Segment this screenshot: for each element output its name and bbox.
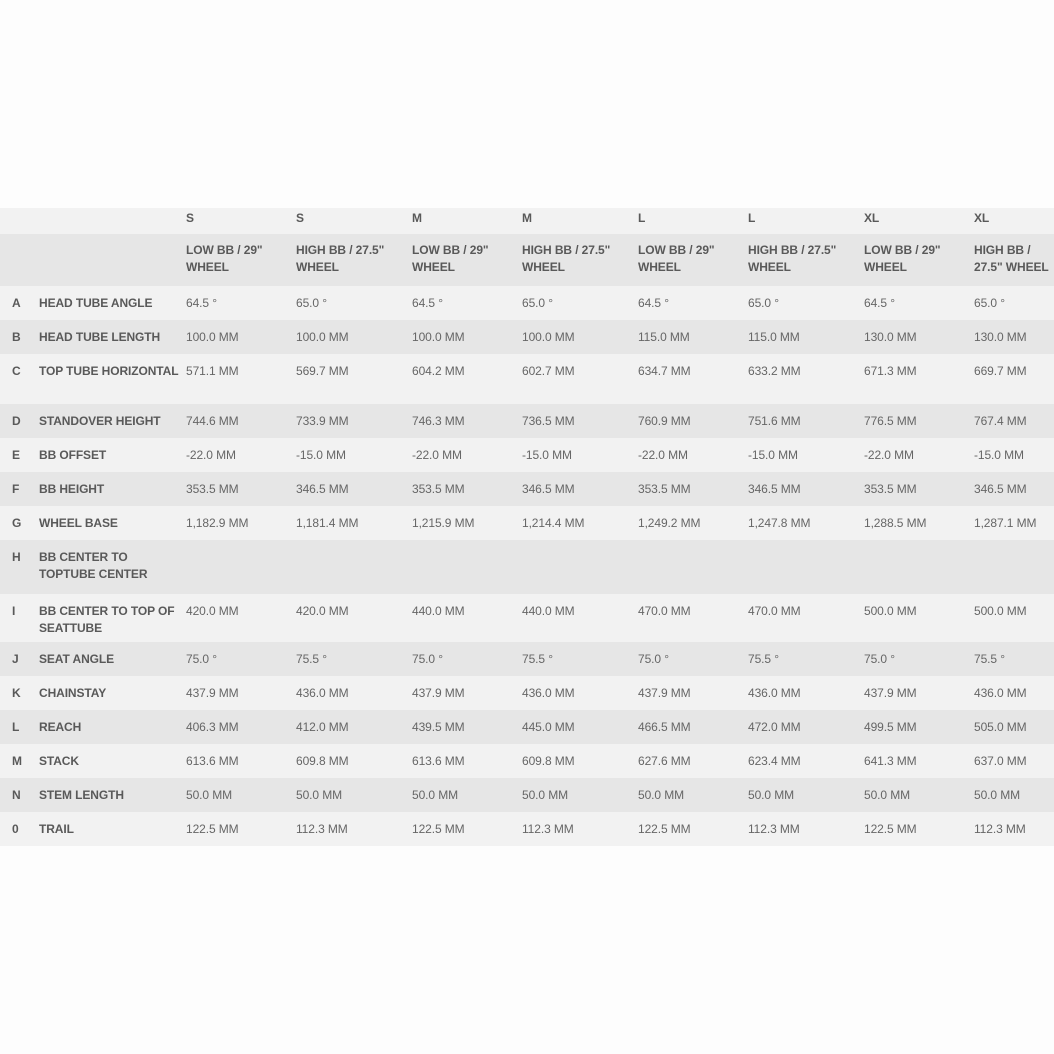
row-label: BB HEIGHT: [39, 482, 105, 496]
value-cell: 112.3 MM: [748, 822, 800, 836]
value-cell: [748, 540, 864, 594]
geometry-table-body: [0, 208, 1054, 846]
value-cell: 1,181.4 MM: [296, 516, 359, 530]
value-cell: 100.0 MM: [296, 330, 349, 344]
value-cell: 346.5 MM: [974, 482, 1027, 496]
value-cell: 569.7 MM: [296, 364, 349, 378]
table-row: [0, 438, 1054, 472]
value-cell: 65.0 °: [522, 296, 553, 310]
value-cell: 1,214.4 MM: [522, 516, 585, 530]
value-cell: 412.0 MM: [296, 720, 349, 734]
value-cell: 613.6 MM: [412, 754, 465, 768]
value-cell: 767.4 MM: [974, 414, 1027, 428]
value-cell: 100.0 MM: [522, 330, 575, 344]
value-cell: 466.5 MM: [638, 720, 691, 734]
row-label: WHEEL BASE: [39, 516, 118, 530]
size-header-cell: L: [638, 211, 646, 225]
row-code: L: [12, 720, 20, 734]
table-row: [0, 744, 1054, 778]
row-label: HEAD TUBE ANGLE: [39, 296, 153, 310]
value-cell: 609.8 MM: [296, 754, 349, 768]
value-cell: 75.0 °: [864, 652, 895, 666]
value-cell: 64.5 °: [186, 296, 217, 310]
value-cell: 122.5 MM: [186, 822, 239, 836]
row-label: TOP TUBE HORIZONTAL: [39, 364, 179, 378]
value-cell: 746.3 MM: [412, 414, 465, 428]
value-cell: 65.0 °: [748, 296, 779, 310]
value-cell: [522, 540, 638, 594]
value-cell: 420.0 MM: [296, 604, 349, 618]
value-cell: 437.9 MM: [864, 686, 917, 700]
geometry-table: [0, 208, 1054, 846]
value-cell: 75.0 °: [186, 652, 217, 666]
size-header-spacer: [0, 208, 39, 234]
wheel-header-spacer: [39, 234, 186, 286]
value-cell: 436.0 MM: [522, 686, 575, 700]
value-cell: 75.5 °: [748, 652, 779, 666]
value-cell: 75.0 °: [638, 652, 669, 666]
value-cell: [296, 540, 412, 594]
value-cell: [412, 540, 522, 594]
value-cell: 122.5 MM: [638, 822, 691, 836]
value-cell: 641.3 MM: [864, 754, 917, 768]
value-cell: 602.7 MM: [522, 364, 575, 378]
value-cell: 50.0 MM: [638, 788, 684, 802]
value-cell: 627.6 MM: [638, 754, 691, 768]
size-header-spacer: [39, 208, 186, 234]
value-cell: 609.8 MM: [522, 754, 575, 768]
value-cell: -15.0 MM: [296, 448, 346, 462]
value-cell: 604.2 MM: [412, 364, 465, 378]
size-header-cell: XL: [864, 211, 880, 225]
value-cell: 623.4 MM: [748, 754, 801, 768]
value-cell: 445.0 MM: [522, 720, 575, 734]
size-header-cell: M: [522, 211, 532, 225]
row-code: H: [12, 550, 21, 564]
value-cell: 669.7 MM: [974, 364, 1027, 378]
value-cell: 736.5 MM: [522, 414, 575, 428]
value-cell: 1,249.2 MM: [638, 516, 701, 530]
value-cell: 50.0 MM: [748, 788, 794, 802]
value-cell: 65.0 °: [974, 296, 1005, 310]
value-cell: 437.9 MM: [412, 686, 465, 700]
value-cell: 50.0 MM: [186, 788, 232, 802]
value-cell: 472.0 MM: [748, 720, 801, 734]
wheel-header-cell: LOW BB / 29" WHEEL: [638, 243, 715, 274]
value-cell: 353.5 MM: [412, 482, 465, 496]
row-code: N: [12, 788, 21, 802]
size-header-cell: M: [412, 211, 422, 225]
size-header-cell: S: [186, 211, 194, 225]
value-cell: 112.3 MM: [974, 822, 1026, 836]
wheel-header-cell: HIGH BB / 27.5" WHEEL: [974, 243, 1049, 274]
table-row: [0, 506, 1054, 540]
value-cell: 436.0 MM: [748, 686, 801, 700]
row-code: D: [12, 414, 21, 428]
value-cell: 440.0 MM: [522, 604, 575, 618]
row-code: M: [12, 754, 22, 768]
size-header-cell: L: [748, 211, 756, 225]
value-cell: 1,288.5 MM: [864, 516, 927, 530]
value-cell: [638, 540, 748, 594]
value-cell: 50.0 MM: [522, 788, 568, 802]
row-code: B: [12, 330, 21, 344]
row-label: STEM LENGTH: [39, 788, 124, 802]
row-code: I: [12, 604, 16, 618]
value-cell: 50.0 MM: [974, 788, 1020, 802]
value-cell: 437.9 MM: [186, 686, 239, 700]
value-cell: 65.0 °: [296, 296, 327, 310]
value-cell: [864, 540, 974, 594]
table-row: [0, 354, 1054, 404]
value-cell: 500.0 MM: [864, 604, 917, 618]
table-row: [0, 286, 1054, 320]
value-cell: 346.5 MM: [748, 482, 801, 496]
value-cell: -15.0 MM: [748, 448, 798, 462]
wheel-header-row: [0, 234, 1054, 286]
value-cell: 115.0 MM: [748, 330, 800, 344]
value-cell: 50.0 MM: [412, 788, 458, 802]
value-cell: 499.5 MM: [864, 720, 917, 734]
wheel-header-cell: LOW BB / 29" WHEEL: [186, 243, 263, 274]
table-row: [0, 710, 1054, 744]
row-label: BB CENTER TO TOPTUBE CENTER: [39, 550, 148, 581]
value-cell: -22.0 MM: [412, 448, 462, 462]
table-row: [0, 540, 1054, 594]
table-row: [0, 472, 1054, 506]
wheel-header-cell: HIGH BB / 27.5" WHEEL: [748, 243, 837, 274]
value-cell: 439.5 MM: [412, 720, 465, 734]
value-cell: -22.0 MM: [638, 448, 688, 462]
value-cell: 637.0 MM: [974, 754, 1027, 768]
value-cell: -22.0 MM: [864, 448, 914, 462]
value-cell: 571.1 MM: [186, 364, 239, 378]
value-cell: 733.9 MM: [296, 414, 349, 428]
value-cell: 760.9 MM: [638, 414, 691, 428]
size-header-cell: XL: [974, 211, 990, 225]
value-cell: -15.0 MM: [522, 448, 572, 462]
value-cell: 64.5 °: [412, 296, 443, 310]
row-label: HEAD TUBE LENGTH: [39, 330, 161, 344]
row-label: STACK: [39, 754, 79, 768]
row-label: SEAT ANGLE: [39, 652, 115, 666]
value-cell: 633.2 MM: [748, 364, 801, 378]
table-row: [0, 778, 1054, 812]
row-label: BB CENTER TO TOP OF SEATTUBE: [39, 604, 175, 635]
value-cell: 122.5 MM: [412, 822, 465, 836]
value-cell: 64.5 °: [864, 296, 895, 310]
value-cell: 75.5 °: [296, 652, 327, 666]
value-cell: 122.5 MM: [864, 822, 917, 836]
table-row: [0, 676, 1054, 710]
row-code: A: [12, 296, 21, 310]
value-cell: -22.0 MM: [186, 448, 236, 462]
table-row: [0, 320, 1054, 354]
value-cell: 406.3 MM: [186, 720, 239, 734]
value-cell: 1,247.8 MM: [748, 516, 811, 530]
table-row: [0, 594, 1054, 642]
value-cell: [974, 540, 1054, 594]
row-label: STANDOVER HEIGHT: [39, 414, 161, 428]
value-cell: 75.5 °: [522, 652, 553, 666]
wheel-header-cell: LOW BB / 29" WHEEL: [864, 243, 941, 274]
wheel-header-cell: HIGH BB / 27.5" WHEEL: [296, 243, 385, 274]
value-cell: 130.0 MM: [864, 330, 917, 344]
value-cell: 112.3 MM: [296, 822, 348, 836]
value-cell: 75.0 °: [412, 652, 443, 666]
value-cell: 346.5 MM: [296, 482, 349, 496]
row-code: J: [12, 652, 19, 666]
value-cell: 75.5 °: [974, 652, 1005, 666]
value-cell: 440.0 MM: [412, 604, 465, 618]
row-label: BB OFFSET: [39, 448, 107, 462]
row-code: C: [12, 364, 21, 378]
value-cell: 130.0 MM: [974, 330, 1027, 344]
row-code: 0: [12, 822, 19, 836]
value-cell: 353.5 MM: [186, 482, 239, 496]
value-cell: 671.3 MM: [864, 364, 917, 378]
row-label: TRAIL: [39, 822, 74, 836]
row-code: F: [12, 482, 20, 496]
value-cell: 436.0 MM: [974, 686, 1027, 700]
value-cell: 470.0 MM: [638, 604, 691, 618]
value-cell: 115.0 MM: [638, 330, 690, 344]
row-label: CHAINSTAY: [39, 686, 107, 700]
wheel-header-cell: LOW BB / 29" WHEEL: [412, 243, 489, 274]
value-cell: [186, 540, 296, 594]
value-cell: 437.9 MM: [638, 686, 691, 700]
row-code: E: [12, 448, 20, 462]
value-cell: 470.0 MM: [748, 604, 801, 618]
value-cell: -15.0 MM: [974, 448, 1024, 462]
value-cell: 112.3 MM: [522, 822, 574, 836]
value-cell: 1,215.9 MM: [412, 516, 475, 530]
value-cell: 744.6 MM: [186, 414, 239, 428]
wheel-header-spacer: [0, 234, 39, 286]
value-cell: 353.5 MM: [638, 482, 691, 496]
value-cell: 420.0 MM: [186, 604, 239, 618]
value-cell: 100.0 MM: [412, 330, 465, 344]
value-cell: 436.0 MM: [296, 686, 349, 700]
value-cell: 50.0 MM: [296, 788, 342, 802]
value-cell: 50.0 MM: [864, 788, 910, 802]
row-code: G: [12, 516, 22, 530]
value-cell: 64.5 °: [638, 296, 669, 310]
row-label: REACH: [39, 720, 82, 734]
size-header-cell: S: [296, 211, 304, 225]
value-cell: 776.5 MM: [864, 414, 917, 428]
value-cell: 500.0 MM: [974, 604, 1027, 618]
value-cell: 1,287.1 MM: [974, 516, 1037, 530]
value-cell: 505.0 MM: [974, 720, 1027, 734]
value-cell: 346.5 MM: [522, 482, 575, 496]
value-cell: 751.6 MM: [748, 414, 801, 428]
value-cell: 613.6 MM: [186, 754, 239, 768]
size-header-row: [0, 208, 1054, 234]
table-row: [0, 812, 1054, 846]
value-cell: 353.5 MM: [864, 482, 917, 496]
table-row: [0, 404, 1054, 438]
value-cell: 634.7 MM: [638, 364, 691, 378]
wheel-header-cell: HIGH BB / 27.5" WHEEL: [522, 243, 611, 274]
value-cell: 1,182.9 MM: [186, 516, 249, 530]
table-row: [0, 642, 1054, 676]
row-code: K: [12, 686, 21, 700]
value-cell: 100.0 MM: [186, 330, 239, 344]
